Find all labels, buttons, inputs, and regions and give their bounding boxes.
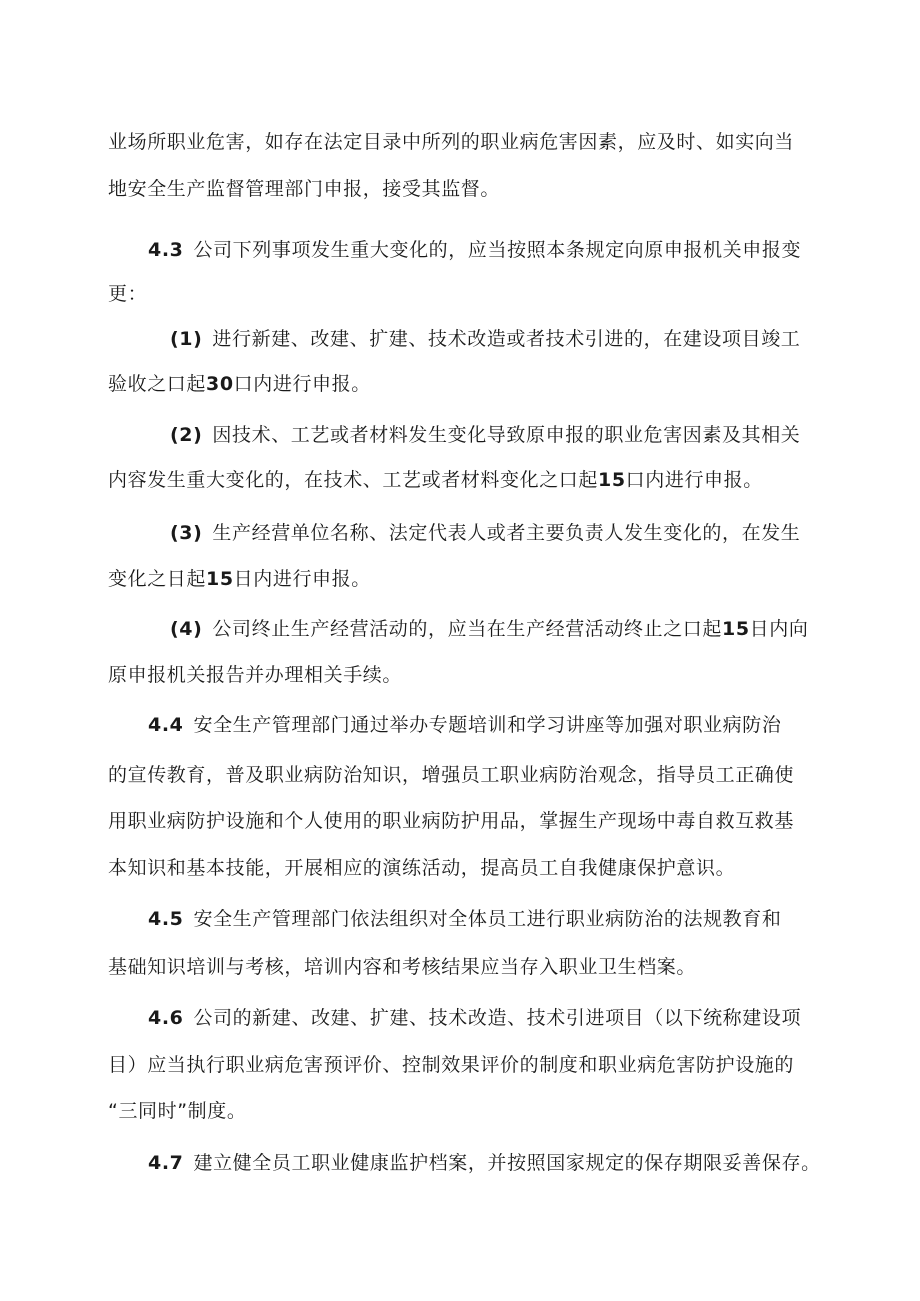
item-number: (4) [170,618,203,640]
paragraph-continuation-line-1: 业场所职业危害，如存在法定目录中所列的职业病危害因素，应及时、如实向当 [108,131,795,153]
day-count: 30 [206,373,234,395]
item-text: 口内进行申报。 [625,469,763,491]
clause-text: 公司下列事项发生重大变化的，应当按照本条规定向原申报机关申报变 [193,239,802,261]
clause-number: 4.4 [148,714,184,736]
item-1-line-2 [108,371,371,397]
clause-4-4-line-1 [148,712,781,738]
item-4-line-1 [170,616,808,642]
clause-4-5-line-2: 基础知识培训与考核，培训内容和考核结果应当存入职业卫生档案。 [108,956,697,978]
item-3-line-1 [170,520,800,546]
clause-text: 建立健全员工职业健康监护档案，并按照国家规定的保存期限妥善保存。 [193,1152,821,1174]
clause-4-6-line-1 [148,1005,801,1031]
item-text: 公司终止生产经营活动的，应当在生产经营活动终止之口起 [212,618,722,640]
day-count: 15 [722,618,750,640]
item-number: (1) [170,328,203,350]
item-3-line-2 [108,566,371,592]
item-text: 日内进行申报。 [233,568,371,590]
clause-number: 4.3 [148,239,184,261]
item-number: (2) [170,424,203,446]
day-count: 15 [206,568,234,590]
item-text: 因技术、工艺或者材料发生变化导致原申报的职业危害因素及其相关 [212,424,801,446]
clause-4-5-line-1 [148,906,781,932]
item-text: 进行新建、改建、扩建、技术改造或者技术引进的，在建设项目竣工 [212,328,801,350]
item-4-line-2: 原申报机关报告并办理相关手续。 [108,664,403,686]
clause-4-6-line-3: “三同时”制度。 [108,1100,247,1122]
clause-number: 4.5 [148,908,184,930]
clause-number: 4.6 [148,1007,184,1029]
item-text: 日内向 [749,618,809,640]
item-2-line-2 [108,467,763,493]
item-text: 口内进行申报。 [233,373,371,395]
item-text: 内容发生重大变化的，在技术、工艺或者材料变化之口起 [108,469,599,491]
clause-text: 公司的新建、改建、扩建、技术改造、技术引进项目（以下统称建设项 [193,1007,802,1029]
clause-4-6-line-2: 目）应当执行职业病危害预评价、控制效果评价的制度和职业病危害防护设施的 [108,1054,795,1076]
item-1-line-1 [170,326,800,352]
clause-text: 安全生产管理部门依法组织对全体员工进行职业病防治的法规教育和 [193,908,782,930]
clause-4-3-line-1 [148,237,801,263]
clause-4-7-line-1 [148,1150,821,1176]
item-number: (3) [170,522,203,544]
item-2-line-1 [170,422,800,448]
day-count: 15 [598,469,626,491]
item-text: 生产经营单位名称、法定代表人或者主要负责人发生变化的，在发生 [212,522,801,544]
clause-4-4-line-4: 本知识和基本技能，开展相应的演练活动，提高员工自我健康保护意识。 [108,857,736,879]
clause-4-4-line-3: 用职业病防护设施和个人使用的职业病防护用品，掌握生产现场中毒自救互救基 [108,810,795,832]
item-text: 验收之口起 [108,373,207,395]
clause-4-4-line-2: 的宣传教育，普及职业病防治知识，增强员工职业病防治观念，指导员工正确使 [108,764,795,786]
clause-number: 4.7 [148,1152,184,1174]
clause-4-3-line-2: 更： [108,283,148,305]
clause-text: 安全生产管理部门通过举办专题培训和学习讲座等加强对职业病防治 [193,714,782,736]
item-text: 变化之日起 [108,568,207,590]
paragraph-continuation-line-2: 地安全生产监督管理部门申报，接受其监督。 [108,178,501,200]
